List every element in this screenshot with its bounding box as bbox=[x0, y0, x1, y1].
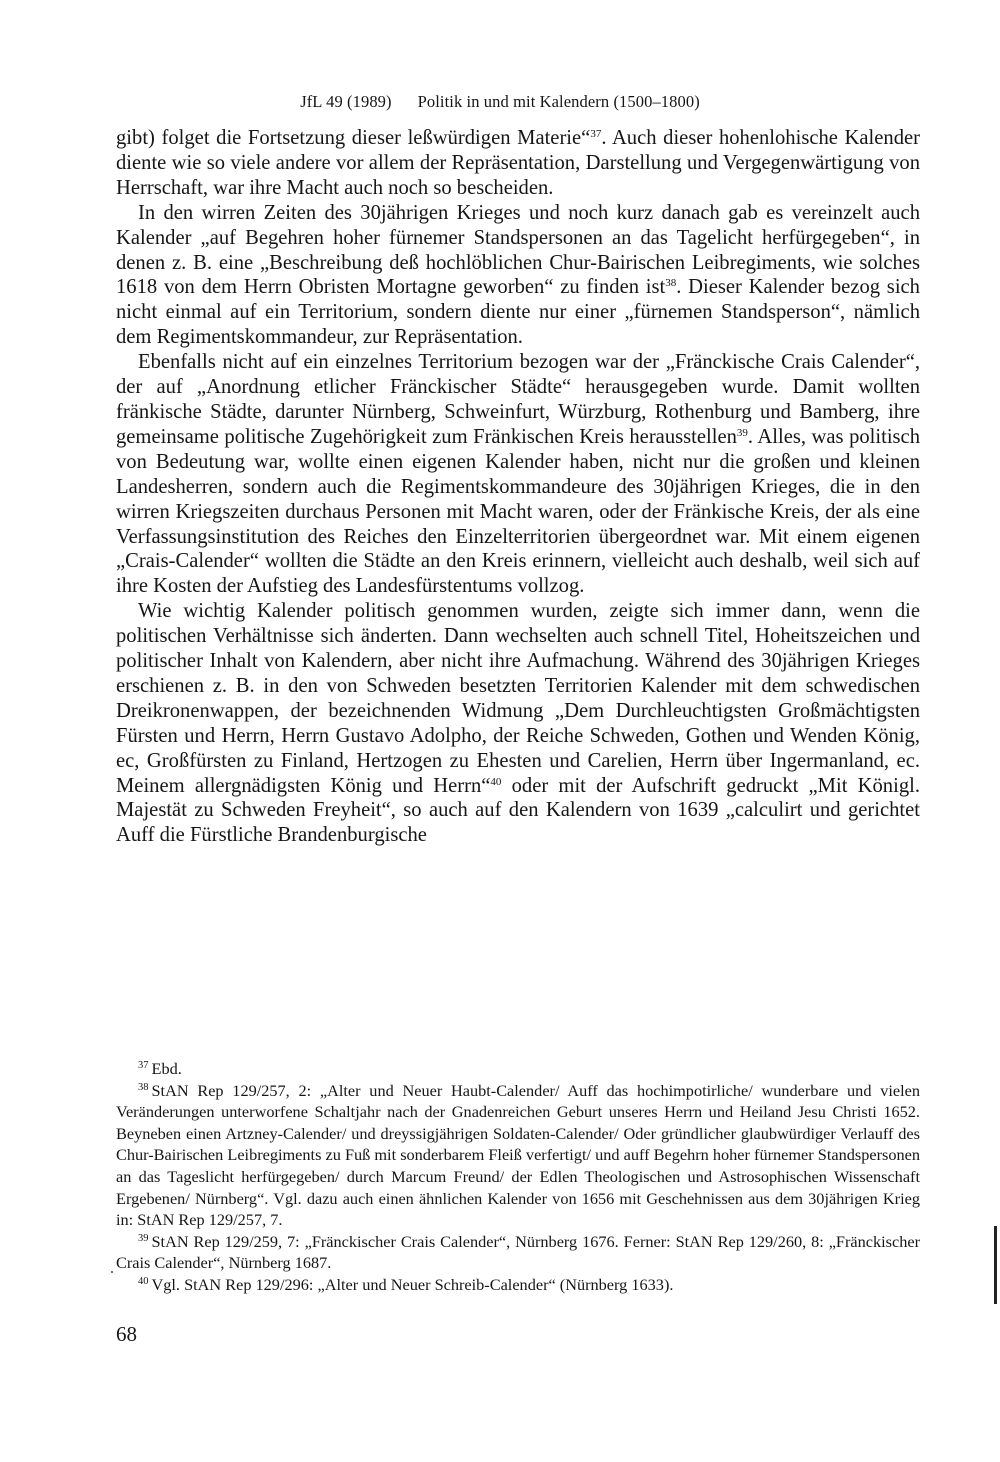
journal-reference: JfL 49 (1989) bbox=[300, 92, 392, 111]
footnotes bbox=[116, 1058, 920, 1296]
paragraph-4: Wie wichtig Kalender politisch genommen wurden, zeigte sich immer dann, wenn die politischen Verhältnisse sich änderten. Dann wechselten auch schnell Titel, Hoheitszeichen und politischer Inhalt von Kalendern, aber nicht ihre Aufmachung. Während des 30jährigen Krieges erschienen z. B. in den von Schweden besetzten Territorien Kalender mit dem schwedischen Dreikronenwappen, der bezeichnenden Widmung „Dem Durchleuchtigsten Großmächtigsten Fürsten und Herrn, Herrn Gustavo Adolpho, der Reiche Schweden, Gothen und Wenden König, ec, Großfürsten zu Finland, Hertzogen zu Ehesten und Carelien, Herrn über Ingermanland, ec. Meinem allergnädigsten König und Herrn“$^{40}$ oder mit der Aufschrift gedruckt „Mit Königl. Majestät zu Schweden Freyheit“, so auch auf den Kalendern von 1639 „calculirt und gerichtet Auff die Fürstliche Brandenburgische bbox=[116, 600, 920, 847]
footnote-ref-37: 37 bbox=[590, 128, 602, 140]
footnote-number: 40 bbox=[138, 1275, 149, 1287]
scan-speck bbox=[111, 1271, 113, 1273]
footnote-40 bbox=[116, 1274, 920, 1296]
footnote-ref-38: 38 bbox=[665, 277, 677, 290]
scan-edge-mark bbox=[994, 1226, 997, 1304]
running-head bbox=[0, 92, 1000, 112]
footnote-text: Ebd. bbox=[151, 1059, 182, 1078]
page-number: 68 bbox=[116, 1322, 137, 1346]
footnote-ref-40: 40 bbox=[490, 775, 502, 788]
footnote-number: 39 bbox=[138, 1232, 149, 1244]
footnote-number: 37 bbox=[138, 1060, 149, 1071]
footnote-text: StAN Rep 129/259, 7: „Fränckischer Crais Calender“, Nürnberg 1676. Ferner: StAN Rep 129/260, 8: „Fränckischer Crais Calender“, Nürnberg 1687. bbox=[116, 1231, 920, 1273]
paragraph-3: Ebenfalls nicht auf ein einzelnes Territorium bezogen war der „Fränckische Crais Calender“, der auf „Anordnung etlicher Fränckischer Städte“ herausgegeben wurde. Damit wollten fränkische Städte, darunter Nürnberg, Schweinfurt, Würzburg, Rothenburg und Bamberg, ihre gemeinsame politische Zugehörigkeit zum Fränkischen Kreis herausstellen$^{39}$. Alles, was politisch von Bedeutung war, wollte einen eigenen Kalender haben, nicht nur die großen und kleinen Landesherren, sondern auch die Regimentskommandeure des 30jährigen Krieges, die in den wirren Kriegszeiten durchaus Personen mit Macht waren, oder der Fränkische Kreis, der als eine Verfassungsinstitution des Reiches den Einzelterritorien übergeordnet war. Mit einem eigenen „Crais-Calender“ wollten die Städte an den Kreis erinnern, vielleicht auch deshalb, weil sich auf ihre Kosten der Aufstieg des Landesfürstentums vollzog. bbox=[116, 351, 920, 598]
footnote-ref-39: 39 bbox=[736, 426, 748, 439]
footnote-39 bbox=[116, 1231, 920, 1274]
body-text bbox=[116, 126, 920, 848]
paragraph-2: In den wirren Zeiten des 30jährigen Krieges und noch kurz danach gab es vereinzelt auch Kalender „auf Begehren hoher fürnemer Standspersonen an das Tagelicht herfürgegeben“, in denen z. B. eine „Beschreibung deß hochlöblichen Chur-Bairischen Leibregiments, wie solches 1618 von dem Herrn Obristen Mortagne geworben“ zu finden ist$^{38}$. Dieser Kalender bezog sich nicht einmal auf ein Territorium, sondern diente nur einer „fürnemen Standsperson“, nämlich dem Regimentskommandeur, zur Repräsentation. bbox=[116, 201, 920, 349]
paragraph-1: gibt) folget die Fortsetzung dieser leßwürdigen Materie“$^{37}$. Auch dieser hohenlohische Kalender diente wie so viele andere vor allem der Repräsentation, Darstellung und Vergegenwärtigung von Herrschaft, war ihre Macht auch noch so bescheiden. bbox=[116, 127, 920, 199]
footnote-text: StAN Rep 129/257, 2: „Alter und Neuer Haubt-Calender/ Auff das hochimpotirliche/ wunderbare und vielen Veränderungen unterworfene Schaltjahr nach der Gnadenreichen Geburt unseres Herrn und Heiland Jesu Christi 1652. Beyneben einen Artzney-Calender/ und dreyssigjährigen Soldaten-Calender/ Oder gründlicher glaubwürdiger Verlauff des Chur-Bairischen Leibregiments zu Fuß mit sonderbarem Fleiß verfertigt/ und auff Begehrn hoher fürnemer Standspersonen an das Tageslicht herfürgegeben/ durch Marcum Freund/ der Edlen Theologischen und Astrosophischen Wissenschaft Ergebenen/ Nürnberg“. Vgl. dazu auch einen ähnlichen Kalender von 1656 mit Geschehnissen aus dem 30jährigen Krieg in: StAN Rep 129/257, 7. bbox=[116, 1080, 920, 1230]
footnote-37 bbox=[116, 1058, 920, 1080]
footnote-number: 38 bbox=[138, 1081, 149, 1093]
footnote-38 bbox=[116, 1080, 920, 1231]
footnote-text: Vgl. StAN Rep 129/296: „Alter und Neuer Schreib-Calender“ (Nürnberg 1633). bbox=[151, 1274, 674, 1294]
article-title: Politik in und mit Kalendern (1500–1800) bbox=[417, 92, 700, 111]
